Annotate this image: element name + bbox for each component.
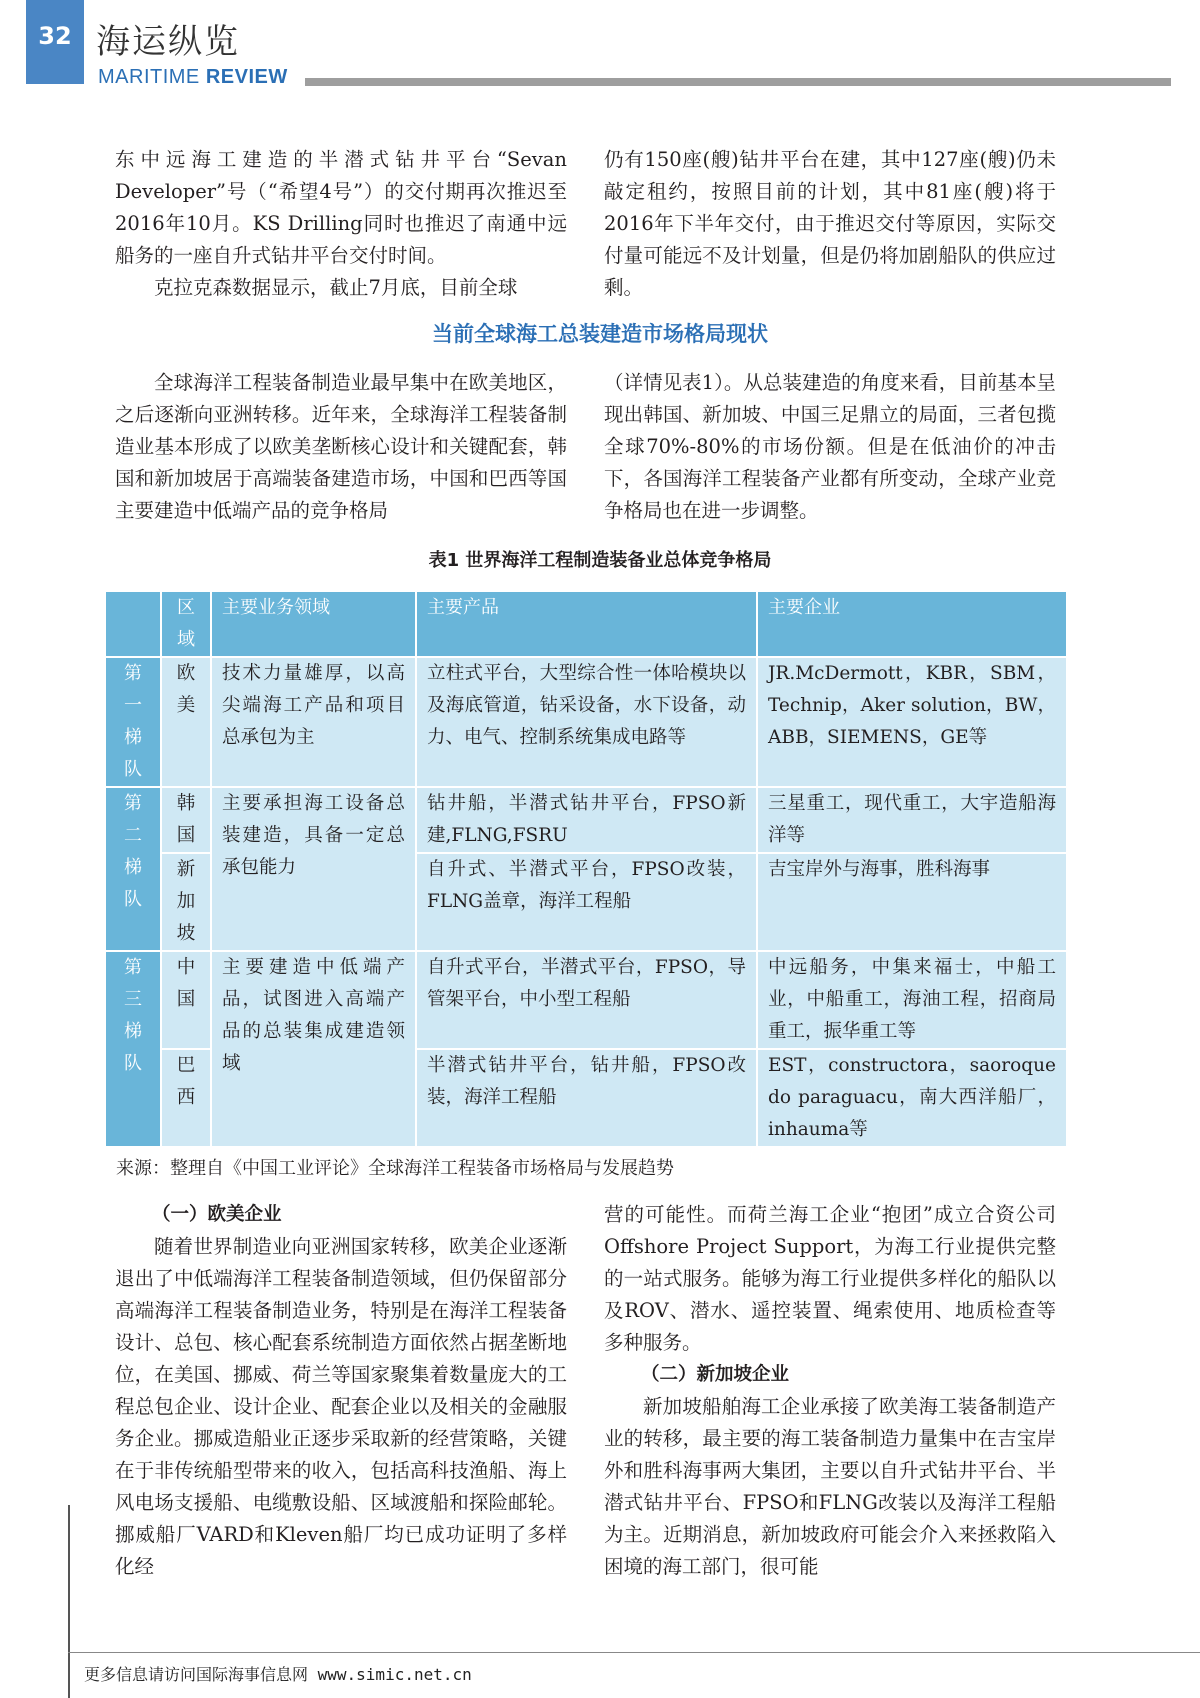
vertical-char: 梯: [124, 727, 142, 748]
region-eu: [162, 658, 210, 722]
tier-3-cell: [105, 951, 161, 1147]
products-cell: 立柱式平台，大型综合性一体哈模块以及海底管道，钻采设备，水下设备，动力、电气、控制系统集成电路等: [416, 657, 757, 787]
page-number: 32: [26, 0, 84, 84]
vertical-char: 队: [124, 1053, 142, 1074]
subsection-heading: （二）新加坡企业: [641, 1364, 790, 1385]
vertical-char: 二: [124, 825, 142, 846]
region-cell: [161, 951, 211, 1049]
footer-horizontal-rule: [68, 1652, 1200, 1653]
products-cell: 自升式平台，半潜式平台，FPSO，导管架平台，中小型工程船: [416, 951, 757, 1049]
header-blank-cell: [105, 591, 161, 657]
table-row: [105, 787, 1067, 853]
table-row: [105, 657, 1067, 787]
magazine-title: 海运纵览: [96, 22, 240, 62]
body-left-column: [115, 1199, 567, 1583]
vertical-char: 欧: [176, 663, 196, 684]
intro-left-column: [115, 367, 567, 527]
table-row: [105, 951, 1067, 1049]
vertical-char: 加: [176, 891, 196, 912]
products-cell: 自升式、半潜式平台，FPSO改装，FLNG盖章，海洋工程船: [416, 853, 757, 951]
footer-text: 更多信息请访问国际海事信息网 www.simic.net.cn: [84, 1665, 472, 1684]
paragraph: 全球海洋工程装备制造业最早集中在欧美地区，之后逐渐向亚洲转移。近年来，全球海洋工程装备制造业基本形成了以欧美垄断核心设计和关键配套，韩国和新加坡居于高端装备建造市场，中国和巴西等国主要建造中低端产品的竞争格局: [115, 371, 567, 522]
vertical-char: 区: [177, 597, 195, 618]
vertical-char: 国: [176, 825, 196, 846]
vertical-char: 美: [176, 695, 196, 716]
paragraph: （详情见表1）。从总装建造的角度来看，目前基本呈现出韩国、新加坡、中国三足鼎立的局面，三者包揽全球70%-80%的市场份额。但是在低油价的冲击下，各国海洋工程装备产业都有所变动，全球产业竞争格局也在进一步调整。: [604, 371, 1056, 522]
companies-cell: JR.McDermott，KBR，SBM，Technip，Aker solution，BW，ABB，SIEMENS，GE等: [757, 657, 1067, 787]
header-companies: 主要企业: [757, 591, 1067, 657]
paragraph: 随着世界制造业向亚洲国家转移，欧美企业逐渐退出了中低端海洋工程装备制造领域，但仍保留部分高端海洋工程装备制造业务，特别是在海洋工程装备设计、总包、核心配套系统制造方面依然占据垄断地位，在美国、挪威、荷兰等国家聚集着数量庞大的工程总包企业、设计企业、配套企业以及相关的金融服务企业。挪威造船业正逐步采取新的经营策略，关键在于非传统船型带来的收入，包括高科技渔船、海上风电场支援船、电缆敷设船、区域渡船和探险邮轮。挪威船厂VARD和Kleven船厂均已成功证明了多样化经: [115, 1235, 567, 1578]
vertical-char: 国: [176, 989, 196, 1010]
magazine-subtitle-a: MARITIME: [98, 66, 200, 88]
region-sg: [162, 854, 210, 950]
paragraph: 克拉克森数据显示，截止7月底，目前全球: [154, 276, 518, 299]
tier-2-cell: [105, 787, 161, 951]
vertical-char: 梯: [124, 857, 142, 878]
vertical-char: 第: [124, 663, 142, 684]
header-region: [161, 591, 211, 657]
region-cell: [161, 1049, 211, 1147]
body-right-column: [604, 1199, 1056, 1583]
vertical-char: 韩: [176, 793, 196, 814]
vertical-char: 新: [176, 859, 196, 880]
vertical-char: 中: [176, 957, 196, 978]
top-left-column: [115, 144, 567, 304]
vertical-char: 队: [124, 759, 142, 780]
paragraph: 新加坡船舶海工企业承接了欧美海工装备制造产业的转移，最主要的海工装备制造力量集中在吉宝岸外和胜科海事两大集团，主要以自升式钻井平台、半潜式钻井平台、FPSO和FLNG改装以及海洋工程船为主。近期消息，新加坡政府可能会介入来拯救陷入困境的海工部门，很可能: [604, 1395, 1056, 1578]
vertical-char: 一: [124, 695, 142, 716]
companies-cell: EST，constructora，saoroque do paraguacu，南大西洋船厂，inhauma等: [757, 1049, 1067, 1147]
tier-1-cell: [105, 657, 161, 787]
region-cell: [161, 853, 211, 951]
magazine-subtitle-b: REVIEW: [205, 66, 288, 88]
vertical-char: 第: [124, 957, 142, 978]
header-products: 主要产品: [416, 591, 757, 657]
region-kr: [162, 788, 210, 852]
competition-table: [104, 590, 1068, 1148]
vertical-char: 队: [124, 889, 142, 910]
companies-cell: 三星重工，现代重工，大宇造船海洋等: [757, 787, 1067, 853]
paragraph: 仍有150座(艘)钻井平台在建，其中127座(艘)仍未敲定租约，按照目前的计划，其中81座(艘)将于2016年下半年交付，由于推迟交付等原因，实际交付量可能远不及计划量，但是仍将加剧船队的供应过剩。: [604, 148, 1056, 299]
vertical-char: 巴: [176, 1055, 196, 1076]
tier-2-label: [106, 788, 160, 916]
vertical-char: 第: [124, 793, 142, 814]
magazine-subtitle: [98, 66, 288, 89]
business-cell: 主要建造中低端产品，试图进入高端产品的总装集成建造领域: [211, 951, 416, 1147]
subsection-heading: （一）欧美企业: [152, 1204, 282, 1225]
table-header-row: [105, 591, 1067, 657]
header-rule: [305, 78, 1171, 86]
tier-1-label: [106, 658, 160, 786]
products-cell: 钻井船，半潜式钻井平台，FPSO新建,FLNG,FSRU: [416, 787, 757, 853]
paragraph: 东中远海工建造的半潜式钻井平台“Sevan Developer”号（“希望4号”）的交付期再次推迟至2016年10月。KS Drilling同时也推迟了南通中远船务的一座自升式钻井平台交付时间。: [115, 148, 567, 267]
section-title: 当前全球海工总装建造市场格局现状: [432, 322, 768, 346]
intro-right-column: [604, 367, 1056, 527]
vertical-char: 坡: [176, 923, 196, 944]
vertical-char: 梯: [124, 1021, 142, 1042]
region-cn: [162, 952, 210, 1016]
table-source: 来源：整理自《中国工业评论》全球海洋工程装备市场格局与发展趋势: [116, 1158, 674, 1179]
business-cell: 主要承担海工设备总装建造，具备一定总承包能力: [211, 787, 416, 951]
region-br: [162, 1050, 210, 1114]
paragraph: 营的可能性。而荷兰海工企业“抱团”成立合资公司Offshore Project Support，为海工行业提供完整的一站式服务。能够为海工行业提供多样化的船队以及ROV、潜水、遥控装置、绳索使用、地质检查等多种服务。: [604, 1203, 1056, 1354]
region-cell: [161, 657, 211, 787]
header-business: 主要业务领域: [211, 591, 416, 657]
region-cell: [161, 787, 211, 853]
tier-3-label: [106, 952, 160, 1080]
vertical-char: 域: [177, 629, 195, 650]
vertical-char: 西: [176, 1087, 196, 1108]
top-right-column: [604, 144, 1056, 304]
business-cell: 技术力量雄厚，以高尖端海工产品和项目总承包为主: [211, 657, 416, 787]
companies-cell: 吉宝岸外与海事，胜科海事: [757, 853, 1067, 951]
products-cell: 半潜式钻井平台，钻井船，FPSO改装，海洋工程船: [416, 1049, 757, 1147]
vertical-char: 三: [124, 989, 142, 1010]
header-region-text: [162, 592, 210, 656]
companies-cell: 中远船务，中集来福士，中船工业，中船重工，海油工程，招商局重工，振华重工等: [757, 951, 1067, 1049]
footer-vertical-rule: [68, 1505, 70, 1698]
table-caption: 表1 世界海洋工程制造装备业总体竞争格局: [428, 550, 772, 571]
